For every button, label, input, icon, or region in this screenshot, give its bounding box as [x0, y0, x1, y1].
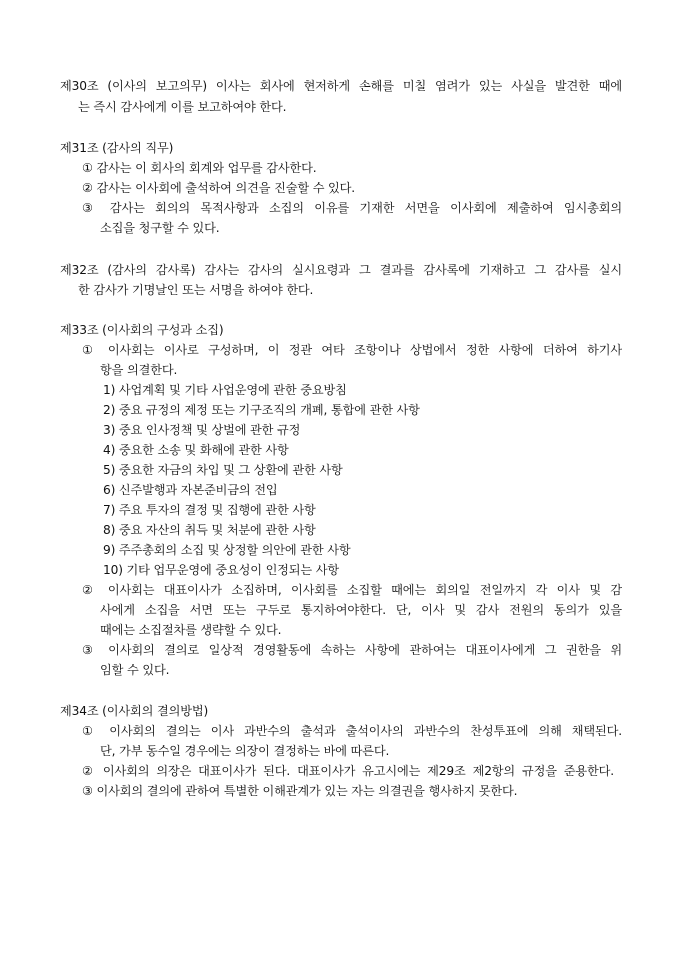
article-30-line-1: 제30조 (이사의 보고의무) 이사는 회사에 현저하게 손해를 미칠 염려가 있는 사실을 발견한 때에: [60, 79, 622, 93]
article-34-para-2: ② 이사회의 의장은 대표이사가 된다. 대표이사가 유고시에는 제29조 제2항의 규정을 준용한다.: [82, 764, 614, 778]
article-33-para-1-line-2: 항을 의결한다.: [100, 363, 178, 377]
article-33-subitem-4: 4) 중요한 소송 및 화해에 관한 사항: [103, 443, 289, 457]
article-33-subitem-5: 5) 중요한 자금의 차입 및 그 상환에 관한 사항: [103, 463, 343, 477]
article-30-line-2: 는 즉시 감사에게 이를 보고하여야 한다.: [78, 100, 287, 114]
article-33-subitem-6: 6) 신주발행과 자본준비금의 전입: [103, 483, 278, 497]
article-33-subitem-2: 2) 중요 규정의 제정 또는 기구조직의 개폐, 통합에 관한 사항: [103, 403, 420, 417]
article-34-para-1-line-2: 단, 가부 동수일 경우에는 의장이 결정하는 바에 따른다.: [100, 744, 390, 758]
article-33-title: 제33조 (이사회의 구성과 소집): [60, 323, 224, 337]
article-32-line-1: 제32조 (감사의 감사록) 감사는 감사의 실시요령과 그 결과를 감사록에 기재하고 그 감사를 실시: [60, 263, 622, 277]
article-33-para-2-line-3: 때에는 소집절차를 생략할 수 있다.: [100, 623, 282, 637]
article-34-title: 제34조 (이사회의 결의방법): [60, 704, 209, 718]
article-33-para-2-line-2: 사에게 소집을 서면 또는 구두로 통지하여야한다. 단, 이사 및 감사 전원의 동의가 있을: [100, 603, 622, 617]
article-33-para-2-line-1: ② 이사회는 대표이사가 소집하며, 이사회를 소집할 때에는 회의일 전일까지 각 이사 및 감: [82, 583, 622, 597]
article-33-subitem-10: 10) 기타 업무운영에 중요성이 인정되는 사항: [103, 563, 340, 577]
article-31-item-3-cont: 소집을 청구할 수 있다.: [100, 221, 220, 235]
article-31-item-3: ③ 감사는 회의의 목적사항과 소집의 이유를 기재한 서면을 이사회에 제출하여 임시총회의: [82, 201, 622, 215]
article-33-subitem-3: 3) 중요 인사정책 및 상벌에 관한 규정: [103, 423, 301, 437]
article-34-para-1-line-1: ① 이사회의 결의는 이사 과반수의 출석과 출석이사의 과반수의 찬성투표에 의해 채택된다.: [82, 724, 622, 738]
article-33-subitem-9: 9) 주주총회의 소집 및 상정할 의안에 관한 사항: [103, 543, 351, 557]
article-31-item-2: ② 감사는 이사회에 출석하여 의견을 진술할 수 있다.: [82, 181, 356, 195]
article-31-item-1: ① 감사는 이 회사의 회계와 업무를 감사한다.: [82, 161, 317, 175]
article-33-para-3-line-2: 임할 수 있다.: [100, 663, 170, 677]
article-33-subitem-7: 7) 주요 투자의 결정 및 집행에 관한 사항: [103, 503, 316, 517]
article-33-subitem-1: 1) 사업계획 및 기타 사업운영에 관한 중요방침: [103, 383, 347, 397]
article-33-para-3-line-1: ③ 이사회의 결의로 일상적 경영활동에 속하는 사항에 관하여는 대표이사에게 그 권한을 위: [82, 643, 622, 657]
article-34-para-3: ③ 이사회의 결의에 관하여 특별한 이해관계가 있는 자는 의결권을 행사하지 못한다.: [82, 784, 518, 798]
article-33-subitem-8: 8) 중요 자산의 취득 및 처분에 관한 사항: [103, 523, 316, 537]
article-32-line-2: 한 감사가 기명날인 또는 서명을 하여야 한다.: [78, 283, 314, 297]
article-33-para-1-line-1: ① 이사회는 이사로 구성하며, 이 정관 여타 조항이나 상법에서 정한 사항에 더하여 하기사: [82, 343, 622, 357]
article-31-title: 제31조 (감사의 직무): [60, 141, 174, 155]
